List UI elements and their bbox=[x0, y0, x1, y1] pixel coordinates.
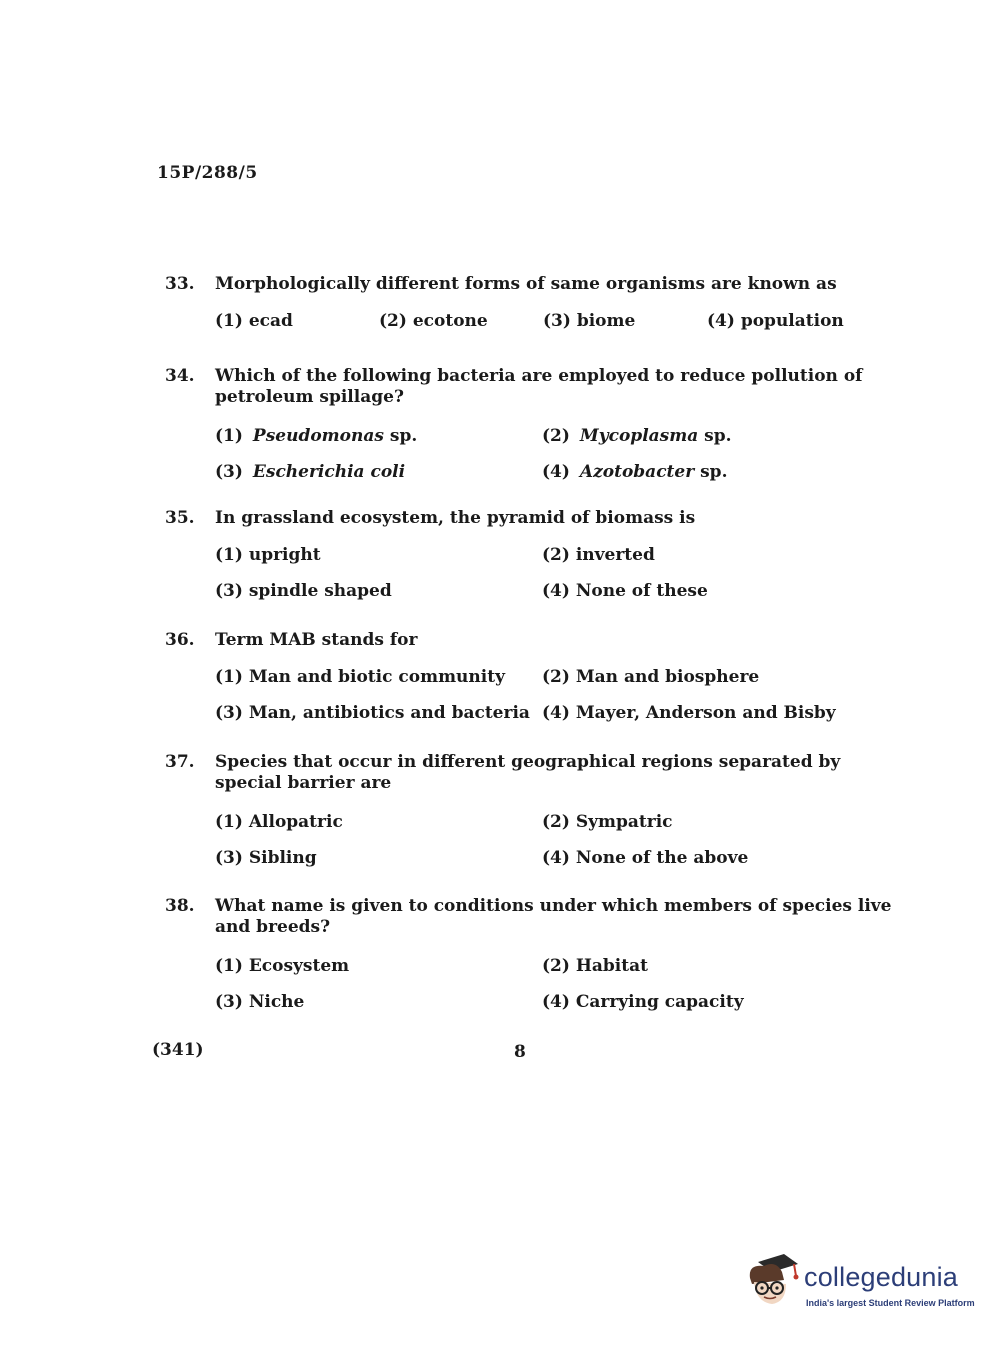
logo-tagline: India's largest Student Review Platform bbox=[806, 1298, 975, 1308]
option-1: (1) upright bbox=[215, 545, 321, 565]
option-4: (4) None of the above bbox=[542, 848, 749, 868]
option-3: (3) spindle shaped bbox=[215, 581, 392, 601]
option-4: (4) Azotobacter sp. bbox=[542, 462, 728, 482]
option-1: (1) ecad bbox=[215, 311, 293, 331]
option-2: (2) inverted bbox=[542, 545, 655, 565]
option-1: (1) Man and biotic community bbox=[215, 667, 505, 687]
question-number: 34. bbox=[165, 366, 195, 386]
option-3: (3) Man, antibiotics and bacteria bbox=[215, 703, 530, 723]
option-3: (3) Escherichia coli bbox=[215, 462, 406, 482]
option-3: (3) biome bbox=[543, 311, 636, 331]
logo-wordmark: collegedunia bbox=[804, 1262, 959, 1292]
paper-code: 15P/288/5 bbox=[157, 163, 258, 183]
question-text: Which of the following bacteria are employed to reduce pollution of petroleum spillage? bbox=[215, 366, 863, 407]
question-number: 37. bbox=[165, 752, 195, 772]
option-2: (2) Habitat bbox=[542, 956, 648, 976]
question-number: 35. bbox=[165, 508, 195, 528]
option-3: (3) Sibling bbox=[215, 848, 317, 868]
option-4: (4) Mayer, Anderson and Bisby bbox=[542, 703, 836, 723]
option-4: (4) Carrying capacity bbox=[542, 992, 744, 1012]
option-2: (2) Man and biosphere bbox=[542, 667, 760, 687]
question-36 bbox=[165, 630, 895, 723]
question-number: 36. bbox=[165, 630, 195, 650]
collegedunia-logo bbox=[744, 1250, 975, 1320]
option-2: (2) Mycoplasma sp. bbox=[542, 426, 732, 446]
option-2: (2) Sympatric bbox=[542, 812, 673, 832]
option-1: (1) Pseudomonas sp. bbox=[215, 426, 418, 446]
question-text: In grassland ecosystem, the pyramid of biomass is bbox=[215, 508, 696, 528]
question-34 bbox=[165, 366, 895, 482]
option-3: (3) Niche bbox=[215, 992, 305, 1012]
question-number: 33. bbox=[165, 274, 195, 294]
question-text: Morphologically different forms of same organisms are known as bbox=[215, 274, 837, 294]
option-2: (2) ecotone bbox=[379, 311, 488, 331]
mascot-icon bbox=[744, 1250, 800, 1310]
question-38 bbox=[165, 896, 895, 1012]
question-text: Species that occur in different geographical regions separated by special barrier are bbox=[215, 752, 841, 793]
option-4: (4) population bbox=[707, 311, 844, 331]
question-number: 38. bbox=[165, 896, 195, 916]
question-33 bbox=[165, 274, 895, 331]
booklet-code: (341) bbox=[152, 1040, 204, 1060]
question-text: What name is given to conditions under which members of species live and breeds? bbox=[215, 896, 892, 937]
question-37 bbox=[165, 752, 895, 868]
option-4: (4) None of these bbox=[542, 581, 708, 601]
question-text: Term MAB stands for bbox=[215, 630, 418, 650]
question-35 bbox=[165, 508, 895, 601]
option-1: (1) Allopatric bbox=[215, 812, 343, 832]
page-number: 8 bbox=[514, 1042, 526, 1062]
option-1: (1) Ecosystem bbox=[215, 956, 350, 976]
